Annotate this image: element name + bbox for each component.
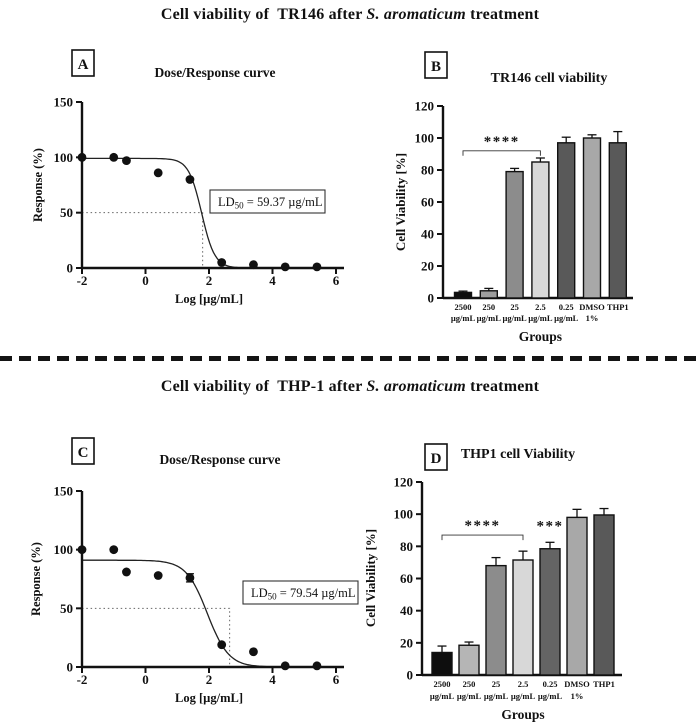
- panel-c-svg: [30, 418, 365, 728]
- x-tick-label: 0: [142, 273, 149, 288]
- panel-d-svg: [360, 418, 700, 728]
- bar: [513, 560, 533, 675]
- data-point: [281, 661, 290, 670]
- bar: [455, 292, 472, 298]
- x-tick-label: 6: [332, 273, 340, 288]
- category-label-line1: 2.5: [535, 302, 546, 312]
- y-axis-label: Cell Viability [%]: [393, 152, 408, 252]
- x-tick-label: 4: [269, 273, 276, 288]
- bar: [567, 517, 587, 675]
- x-tick-label: 0: [142, 672, 149, 687]
- category-label-line1: 0.25: [542, 679, 558, 689]
- x-tick-label: 2: [205, 672, 213, 687]
- panel-letter: C: [77, 445, 89, 461]
- y-tick-label: 60: [421, 194, 434, 210]
- x-tick-label: -2: [76, 273, 88, 288]
- data-point: [78, 545, 87, 554]
- y-tick-label: 100: [393, 506, 413, 522]
- chart-title: TR146 cell viability: [490, 71, 608, 86]
- y-tick-label: 0: [66, 260, 73, 276]
- bar: [540, 549, 560, 675]
- y-tick-label: 60: [400, 571, 413, 586]
- x-tick-label: 4: [269, 672, 276, 687]
- x-tick-label: 6: [332, 672, 340, 687]
- data-point: [313, 661, 322, 670]
- significance-bracket: [442, 535, 523, 540]
- section1-title: [0, 6, 700, 24]
- y-axis-label: Response (%): [30, 542, 43, 616]
- bar: [506, 172, 523, 298]
- category-label-line2: µg/mL: [537, 691, 563, 701]
- data-point: [217, 640, 226, 649]
- x-axis-label: Groups: [518, 329, 563, 344]
- data-point: [122, 568, 131, 577]
- ld50-dotted-guides: [82, 213, 203, 268]
- category-label-line1: 0.25: [558, 302, 574, 312]
- y-tick-label: 100: [53, 149, 73, 165]
- x-tick-label: 2: [205, 273, 213, 288]
- section2-title-suffix: treatment: [465, 378, 540, 395]
- x-axis-label: Log [µg/mL]: [175, 691, 243, 705]
- category-label-line2: µg/mL: [510, 691, 536, 701]
- y-tick-label: 40: [400, 603, 413, 619]
- data-point: [78, 153, 87, 162]
- y-tick-label: 100: [53, 542, 73, 558]
- data-point: [109, 153, 118, 162]
- category-label-line2: µg/mL: [502, 313, 527, 323]
- category-label-line1: 250: [482, 302, 496, 312]
- category-label-line1: DMSO: [579, 302, 605, 312]
- category-label-line2: µg/mL: [429, 691, 455, 701]
- category-label-line2: µg/mL: [483, 691, 509, 701]
- y-tick-label: 0: [66, 659, 73, 675]
- chart-title: THP1 cell Viability: [460, 447, 576, 462]
- significance-stars: ****: [483, 133, 520, 150]
- data-point: [186, 175, 195, 184]
- category-label-line1: 2.5: [517, 679, 529, 689]
- panel-c-dose-response-chart: [30, 418, 365, 728]
- category-label-line1: 2500: [433, 679, 451, 689]
- data-point: [249, 647, 258, 656]
- bar: [532, 162, 549, 298]
- data-point: [122, 156, 131, 165]
- panel-letter: B: [430, 59, 442, 75]
- panel-letter: D: [430, 451, 442, 467]
- category-label-line1: THP1: [593, 679, 615, 689]
- panel-a-dose-response-chart: [30, 45, 365, 350]
- y-tick-label: 80: [421, 162, 434, 178]
- dashed-divider: [0, 356, 700, 361]
- species-name-italic: S. aromaticum: [366, 6, 466, 23]
- y-tick-label: 100: [414, 130, 434, 146]
- category-label-line2: µg/mL: [528, 313, 553, 323]
- bar: [480, 291, 497, 298]
- y-tick-label: 150: [53, 483, 73, 499]
- x-tick-label: -2: [76, 672, 88, 687]
- y-tick-label: 80: [400, 538, 413, 554]
- bar: [584, 138, 601, 298]
- y-tick-label: 20: [400, 635, 413, 651]
- chart-title: Dose/Response curve: [159, 452, 281, 467]
- fitted-curve: [82, 560, 324, 667]
- category-label-line1: THP1: [606, 302, 629, 312]
- y-axis-label: Response (%): [31, 148, 45, 222]
- category-label-line1: 2500: [454, 302, 472, 312]
- category-label-line2: µg/mL: [450, 313, 476, 323]
- category-label-line1: 25: [510, 302, 519, 312]
- section2-title-prefix: Cell viability of THP-1 after: [160, 378, 367, 395]
- section1-title-prefix: Cell viability of TR146 after: [160, 6, 367, 23]
- significance-bracket: [463, 151, 540, 156]
- category-label-line2: 1%: [570, 691, 584, 701]
- category-label-line2: µg/mL: [476, 313, 501, 323]
- bar: [432, 652, 452, 675]
- section2-title: [0, 378, 700, 396]
- data-point: [154, 168, 163, 177]
- ld50-label-text: $LD_{50} = 79.54$ µg/mL: [251, 586, 356, 602]
- data-point: [154, 571, 163, 580]
- section1-title-suffix: treatment: [465, 6, 540, 23]
- bar: [594, 515, 614, 675]
- y-tick-label: 120: [414, 98, 434, 114]
- panel-a-svg: [30, 45, 365, 345]
- data-point: [186, 573, 195, 582]
- panel-letter: A: [77, 57, 89, 73]
- y-tick-label: 20: [421, 258, 434, 274]
- significance-stars: ***: [536, 518, 564, 535]
- ld50-label-text: $LD_{50} = 59.37$ µg/mL: [218, 195, 323, 211]
- data-point: [109, 545, 118, 554]
- y-tick-label: 120: [393, 474, 413, 490]
- panel-d-bar-chart: [360, 418, 700, 728]
- category-label-line2: µg/mL: [456, 691, 482, 701]
- y-tick-label: 150: [53, 94, 73, 110]
- y-axis-label: Cell Viability [%]: [363, 528, 378, 628]
- category-label-line1: 250: [462, 679, 476, 689]
- y-tick-label: 0: [427, 290, 434, 306]
- category-label-line1: DMSO: [564, 679, 590, 689]
- data-point: [313, 262, 322, 271]
- bar: [459, 645, 479, 675]
- y-tick-label: 40: [421, 226, 434, 242]
- panel-b-svg: [385, 45, 700, 350]
- category-label-line2: 1%: [585, 313, 599, 323]
- chart-title: Dose/Response curve: [154, 65, 276, 80]
- y-tick-label: 50: [60, 205, 73, 221]
- data-point: [281, 262, 290, 271]
- y-tick-label: 50: [60, 600, 73, 616]
- significance-stars: ****: [464, 518, 501, 535]
- x-axis-label: Log [µg/mL]: [175, 292, 243, 306]
- bar: [558, 143, 575, 298]
- bar: [486, 566, 506, 675]
- species-name-italic: S. aromaticum: [366, 378, 466, 395]
- bar: [609, 143, 626, 298]
- category-label-line2: µg/mL: [554, 313, 579, 323]
- data-point: [249, 260, 258, 269]
- category-label-line1: 25: [491, 679, 501, 689]
- panel-b-bar-chart: [385, 45, 700, 355]
- x-axis-label: Groups: [501, 707, 545, 722]
- y-tick-label: 0: [406, 667, 413, 683]
- data-point: [217, 258, 226, 267]
- ld50-dotted-guides: [82, 608, 230, 667]
